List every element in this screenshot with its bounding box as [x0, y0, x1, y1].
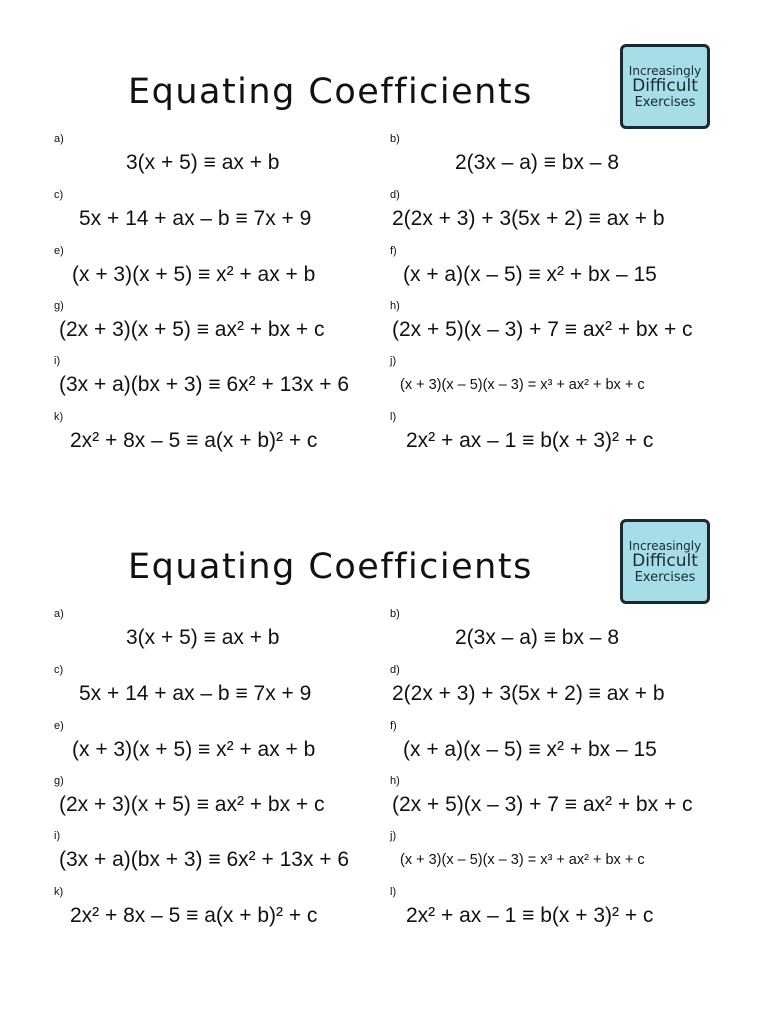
question-expression: 2(2x + 3) + 3(5x + 2) ≡ ax + b: [392, 682, 665, 705]
question-h: [390, 300, 768, 356]
question-b: [390, 608, 768, 664]
question-expression: (3x + a)(bx + 3) ≡ 6x² + 13x + 6: [59, 373, 350, 396]
question-label: j): [390, 355, 397, 367]
question-expression: 2x² + ax – 1 ≡ b(x + 3)² + c: [406, 904, 654, 927]
logo-line-3: Exercises: [634, 94, 696, 110]
question-label: d): [390, 189, 400, 201]
question-label: f): [390, 720, 397, 732]
worksheet-top: [0, 0, 768, 475]
question-expression: (x + a)(x – 5) ≡ x² + bx – 15: [403, 738, 657, 761]
question-j: [390, 830, 768, 886]
question-label: e): [54, 720, 64, 732]
question-k: [54, 886, 434, 942]
question-d: [390, 189, 768, 245]
question-label: k): [54, 411, 64, 423]
question-k: [54, 411, 434, 467]
question-label: l): [390, 411, 397, 423]
question-f: [390, 720, 768, 776]
question-label: i): [54, 830, 61, 842]
question-label: h): [390, 775, 400, 787]
question-expression: (2x + 3)(x + 5) ≡ ax² + bx + c: [59, 318, 325, 341]
worksheet-title: Equating Coefficients: [128, 547, 533, 587]
question-expression: 3(x + 5) ≡ ax + b: [126, 626, 280, 649]
question-expression: 2(3x – a) ≡ bx – 8: [455, 626, 620, 649]
question-label: j): [390, 830, 397, 842]
logo-line-1: Increasingly: [628, 63, 702, 78]
question-e: [54, 720, 434, 776]
question-i: [54, 830, 434, 886]
question-g: [54, 300, 434, 356]
question-label: g): [54, 300, 64, 312]
question-expression: 2x² + 8x – 5 ≡ a(x + b)² + c: [70, 904, 318, 927]
question-label: i): [54, 355, 61, 367]
question-h: [390, 775, 768, 831]
question-label: e): [54, 245, 64, 257]
question-expression: (x + a)(x – 5) ≡ x² + bx – 15: [403, 263, 657, 286]
question-label: g): [54, 775, 64, 787]
logo-line-2: Difficult: [632, 550, 698, 571]
question-label: d): [390, 664, 400, 676]
question-e: [54, 245, 434, 301]
question-expression: (x + 3)(x – 5)(x – 3) = x³ + ax² + bx + c: [400, 377, 645, 393]
logo-line-1: Increasingly: [628, 538, 702, 553]
question-label: c): [54, 189, 64, 201]
question-expression: 2x² + ax – 1 ≡ b(x + 3)² + c: [406, 429, 654, 452]
question-a: [54, 133, 434, 189]
question-expression: (2x + 5)(x – 3) + 7 ≡ ax² + bx + c: [392, 318, 693, 341]
question-expression: (x + 3)(x – 5)(x – 3) = x³ + ax² + bx + c: [400, 852, 645, 868]
question-i: [54, 355, 434, 411]
question-f: [390, 245, 768, 301]
question-b: [390, 133, 768, 189]
question-label: f): [390, 245, 397, 257]
question-expression: 5x + 14 + ax – b ≡ 7x + 9: [79, 682, 312, 705]
question-d: [390, 664, 768, 720]
question-expression: (x + 3)(x + 5) ≡ x² + ax + b: [72, 738, 316, 761]
question-expression: 2(2x + 3) + 3(5x + 2) ≡ ax + b: [392, 207, 665, 230]
question-expression: 5x + 14 + ax – b ≡ 7x + 9: [79, 207, 312, 230]
worksheet-title: Equating Coefficients: [128, 72, 533, 112]
logo-line-3: Exercises: [634, 569, 696, 585]
question-label: b): [390, 133, 400, 145]
question-expression: (x + 3)(x + 5) ≡ x² + ax + b: [72, 263, 316, 286]
worksheet-bottom: [0, 475, 768, 950]
question-label: h): [390, 300, 400, 312]
question-expression: 3(x + 5) ≡ ax + b: [126, 151, 280, 174]
question-label: c): [54, 664, 64, 676]
question-c: [54, 189, 434, 245]
question-j: [390, 355, 768, 411]
question-label: k): [54, 886, 64, 898]
question-expression: (2x + 3)(x + 5) ≡ ax² + bx + c: [59, 793, 325, 816]
logo-line-2: Difficult: [632, 75, 698, 96]
question-expression: (2x + 5)(x – 3) + 7 ≡ ax² + bx + c: [392, 793, 693, 816]
question-expression: 2x² + 8x – 5 ≡ a(x + b)² + c: [70, 429, 318, 452]
question-a: [54, 608, 434, 664]
question-label: a): [54, 133, 64, 145]
question-g: [54, 775, 434, 831]
question-l: [390, 411, 768, 467]
question-label: l): [390, 886, 397, 898]
question-expression: (3x + a)(bx + 3) ≡ 6x² + 13x + 6: [59, 848, 350, 871]
increasingly-difficult-exercises-logo: [620, 44, 710, 129]
question-c: [54, 664, 434, 720]
question-label: b): [390, 608, 400, 620]
question-expression: 2(3x – a) ≡ bx – 8: [455, 151, 620, 174]
question-label: a): [54, 608, 64, 620]
increasingly-difficult-exercises-logo: [620, 519, 710, 604]
question-l: [390, 886, 768, 942]
